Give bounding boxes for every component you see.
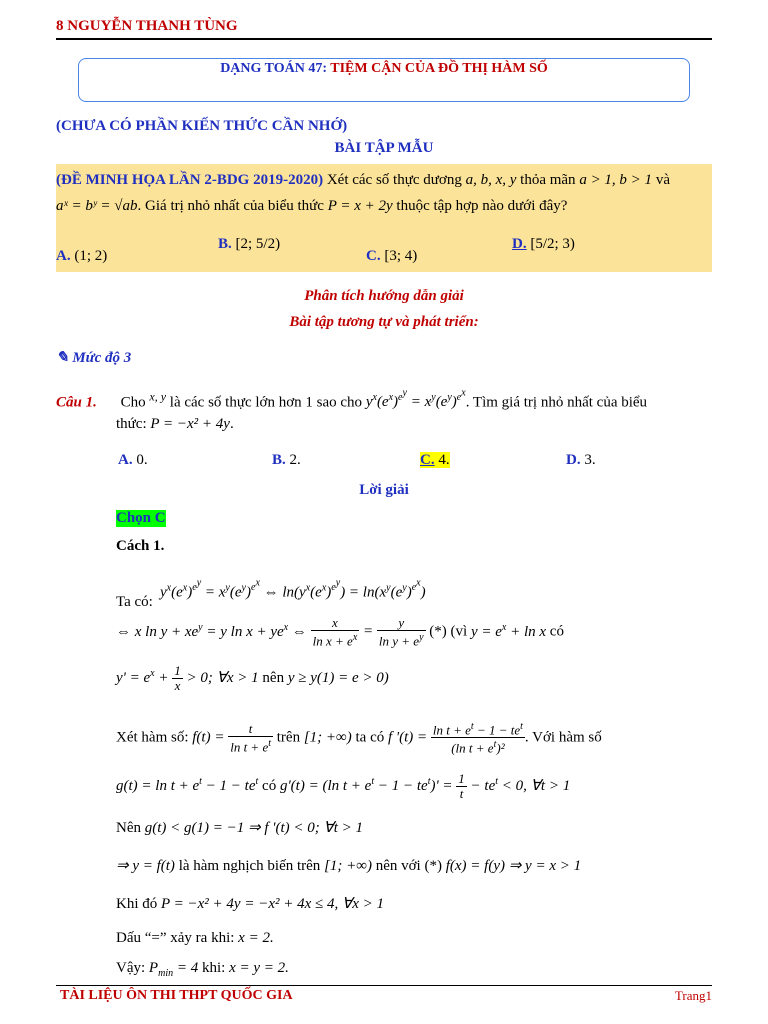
choice-label: D.: [566, 452, 581, 468]
sample-choice-d[interactable]: [512, 236, 575, 253]
solution-step-4: Xét hàm số: f(t) = $\frac{t}{\ln t + e^t}$ trên [1; +∞) ta có f '(t) = $\frac{\ln t + e^t - 1 - te^t}{(\ln t + e^t)^2}$ . Với hàm số: [116, 720, 602, 756]
choice-value: 4: [438, 452, 446, 468]
header-author: 8 NGUYỄN THANH TÙNG: [56, 18, 238, 34]
footer-title: TÀI LIỆU ÔN THI THPT QUỐC GIA: [60, 988, 293, 1003]
solution-step-8: Khi đó P = −x² + 4y = −x² + 4x ≤ 4, ∀x > 1: [116, 896, 385, 912]
choice-label: B.: [218, 236, 232, 252]
page-number: Trang1: [674, 988, 712, 1003]
question-number: 1: [305, 394, 313, 411]
solution-text: ta có: [351, 729, 388, 746]
solution-step-9: [116, 928, 712, 948]
solution-text: Xét hàm số:: [116, 729, 193, 746]
choice-value: [3; 4): [384, 248, 418, 264]
solution-text: nên: [262, 670, 288, 686]
missing-knowledge-note: (CHƯA CÓ PHẦN KIẾN THỨC CẦN NHỚ): [56, 118, 348, 134]
topic-title-box: [78, 58, 690, 102]
analysis-heading: Phân tích hướng dẫn giải: [304, 288, 464, 304]
solution-heading: Lời giải: [359, 482, 409, 498]
choice-label: A.: [56, 248, 71, 264]
sample-text: Xét các số thực dương: [323, 172, 466, 188]
solution-taco: Ta có:: [116, 594, 153, 610]
choice-value: (1; 2): [74, 248, 108, 264]
sample-problem-line-2: [56, 196, 712, 216]
question-choice-a[interactable]: A. 0.: [118, 452, 148, 468]
solution-text: Khi đó: [116, 896, 161, 912]
question-choice-c[interactable]: C. 4.: [420, 452, 450, 468]
sample-choice-b[interactable]: [218, 236, 280, 253]
solution-text: (*) (vì: [429, 623, 471, 640]
sample-vars: a, b, x, y: [465, 172, 517, 188]
sample-text: thuộc tập hợp nào dưới đây?: [392, 198, 568, 214]
choice-value: 2: [289, 452, 298, 468]
solution-text: Nên: [116, 820, 145, 836]
level-label: Mức độ 3: [72, 350, 132, 366]
sample-text: thỏa mãn: [516, 172, 580, 188]
solution-step-3: $y' = e^x$ + $\frac{1}{x}$ > 0; ∀x > 1 nên y ≥ y(1) = e > 0): [116, 663, 389, 694]
sample-equation: aˣ = bʸ = √ab: [56, 198, 138, 214]
question-choice-b[interactable]: B. 2.: [272, 452, 301, 468]
choice-value: [2; 5/2): [235, 236, 281, 252]
solution-text: là hàm nghịch biến trên: [174, 858, 325, 874]
solution-text: trên: [276, 729, 304, 746]
practice-heading: Bài tập tương tự và phát triển:: [289, 314, 479, 330]
solution-text: có: [546, 623, 564, 640]
choice-label: C.: [420, 452, 435, 468]
solution-step-5: $g(t) = \ln t + e^t - 1 - te^t$ có g'(t) = (ln $t + e^t - 1 - te^t)'$ = $\frac{1}{t}$ − $te^t < 0$, ∀t > 1: [116, 771, 571, 802]
topic-title-text: TIỆM CẬN CỦA ĐỒ THỊ HÀM SỐ: [330, 61, 548, 76]
solution-step-10: Vậy: $P_{min} = 4$ khi: x = y = 2.: [116, 960, 289, 979]
footer-divider: [56, 985, 712, 986]
question-text: sao cho: [312, 394, 366, 411]
choice-label: D.: [512, 236, 527, 252]
question-text: .: [229, 416, 234, 432]
solution-step-1-eq: $y^x(e^x)^{e^y} = x^y(e^y)^{e^x}$ ⇔ $\ln(y^x(e^x)^{e^y}) = \ln(x^y(e^y)^{e^x})$: [160, 578, 426, 601]
method-label: Cách 1.: [116, 538, 165, 554]
header-divider: [56, 38, 712, 40]
solution-text: khi:: [198, 960, 230, 976]
choice-value: [5/2; 3): [530, 236, 575, 252]
question-text: Cho: [120, 394, 150, 411]
question-choice-d[interactable]: D. 3.: [566, 452, 596, 468]
question-1-line-2: [116, 414, 712, 434]
sample-choice-c[interactable]: [366, 248, 417, 265]
difficulty-level: [56, 348, 131, 367]
solution-step-7: ⇒ y = f(t) là hàm nghịch biến trên [1; +∞) nên với (*) f(x) = f(y) ⇒ y = x > 1: [116, 858, 582, 874]
sample-source: (ĐỀ MINH HỌA LẦN 2-BDG 2019-2020): [56, 172, 324, 188]
sample-expression: P = x + 2y: [327, 198, 393, 214]
sample-text: . Giá trị nhỏ nhất của biểu thức: [137, 198, 328, 214]
solution-text: có: [258, 778, 280, 794]
question-text: thức:: [116, 416, 151, 432]
sample-problem-line-1: [56, 170, 712, 190]
solution-equation: x = y = 2.: [229, 960, 289, 976]
choice-label: C.: [366, 248, 381, 264]
choice-value: 0: [136, 452, 144, 468]
choice-label: B.: [272, 452, 286, 468]
question-vars: x, y: [149, 389, 167, 404]
question-label: Câu 1.: [56, 394, 97, 411]
question-1-line-1: [56, 384, 712, 412]
solution-step-2: ⇔ x $\ln y + xe^y = y$ $\ln x + ye^x$ ⇔ $\frac{x}{\ln x + e^x}$ = $\frac{y}{\ln y + e^y}$ (*) (vì $y = e^x + \ln x$ có: [116, 615, 564, 649]
solution-text: Vậy:: [116, 960, 149, 976]
question-text: là các số thực lớn hơn: [166, 394, 306, 411]
pencil-icon: ✎: [56, 350, 69, 366]
sample-choice-a[interactable]: [56, 248, 107, 265]
sample-heading: BÀI TẬP MẪU: [334, 140, 434, 156]
choice-label: A.: [118, 452, 133, 468]
solution-step-6: Nên g(t) < g(1) = −1 ⇒ f '(t) < 0; ∀t > 1: [116, 820, 364, 836]
solution-text: Dấu “=” xảy ra khi:: [116, 930, 239, 946]
question-text: . Tìm giá trị nhỏ nhất của biểu: [465, 394, 648, 411]
choice-value: 3: [584, 452, 592, 468]
sample-text: và: [652, 172, 670, 188]
question-expression: P = −x² + 4y: [150, 416, 230, 432]
topic-title-prefix: DẠNG TOÁN 47:: [220, 61, 331, 76]
question-equation: $y^x(e^x)^{e^y} = x^y(e^y)^{e^x}$: [365, 388, 466, 411]
solution-text: . Với hàm số: [524, 729, 602, 746]
solution-text: nên với (*): [371, 858, 446, 874]
chosen-answer: Chọn C: [116, 510, 166, 526]
solution-equation: x = 2.: [238, 930, 274, 946]
sample-condition: a > 1, b > 1: [579, 172, 653, 188]
